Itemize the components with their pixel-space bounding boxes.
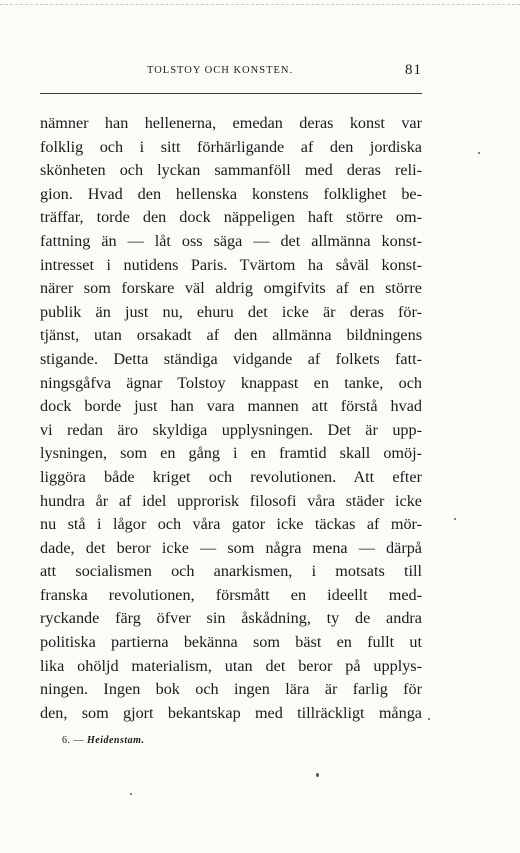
text-line: intresset i nutidens Paris. Tvärtom ha såväl konst- <box>40 255 422 274</box>
text-line: publik än just nu, ehuru det icke är deras för- <box>40 302 422 321</box>
text-line: dock borde just han vara mannen att förstå hvad <box>40 397 422 416</box>
text-line: hundra år af idel upprorisk filosofi våra städer icke <box>40 491 422 510</box>
text-line: stigande. Detta ständiga vidgande af folkets fatt- <box>40 349 422 368</box>
ink-speck <box>478 152 480 154</box>
scan-edge-line <box>0 4 520 5</box>
text-line: vi redan äro skyldiga upplysningen. Det är upp- <box>40 420 422 439</box>
text-line: fattning än — låt oss säga — det allmänna konst- <box>40 231 422 250</box>
page-header <box>40 62 422 82</box>
header-rule <box>40 93 422 94</box>
ink-speck <box>454 518 456 520</box>
text-line: ningsgåfva ägnar Tolstoy knappast en tanke, och <box>40 373 422 392</box>
text-line: tjänst, utan orsakadt af den allmänna bildningens <box>40 326 422 345</box>
text-line: nämner han hellenerna, emedan deras konst var <box>40 114 422 132</box>
signature-author: Heidenstam. <box>87 735 145 746</box>
text-line: liggöra både kriget och revolutionen. Att efter <box>40 467 422 486</box>
text-line: att socialismen och anarkismen, i motsats till <box>40 562 422 581</box>
text-line: gion. Hvad den hellenska konstens folklighet be- <box>40 184 422 203</box>
text-line: folklig och i sitt förhärligande af den jordiska <box>40 137 422 156</box>
text-line: franska revolutionen, försmått en ideellt med- <box>40 585 422 604</box>
body-text <box>40 112 422 725</box>
text-line: lysningen, som en gång i en framtid skall omöj- <box>40 444 422 463</box>
text-line: nu stå i lågor och våra gator icke täckas af mör- <box>40 515 422 534</box>
ink-speck <box>428 718 430 720</box>
ink-speck <box>130 793 132 795</box>
text-line: lika ohöljd materialism, utan det beror på upplys- <box>40 656 422 675</box>
text-line: skönheten och lyckan sammanföll med deras reli- <box>40 161 422 180</box>
running-title: TOLSTOY OCH KONSTEN. <box>147 65 294 76</box>
ink-speck <box>316 773 319 777</box>
text-line: politiska partierna bekänna som bäst en fullt ut <box>40 633 422 652</box>
text-line: ningen. Ingen bok och ingen lära är farlig för <box>40 680 422 699</box>
text-line: dade, det beror icke — som några mena — därpå <box>40 538 422 557</box>
text-line: den, som gjort bekantskap med tillräckligt många <box>40 703 422 722</box>
signature-line <box>62 735 144 746</box>
signature-mark: 6. — <box>62 735 84 746</box>
text-line: närer som forskare väl aldrig omgifvits af en större <box>40 279 422 298</box>
text-line: träffar, torde den dock näppeligen haft större om- <box>40 208 422 227</box>
page-number: 81 <box>405 62 422 78</box>
text-line: ryckande färg öfver sin åskådning, ty de andra <box>40 609 422 628</box>
